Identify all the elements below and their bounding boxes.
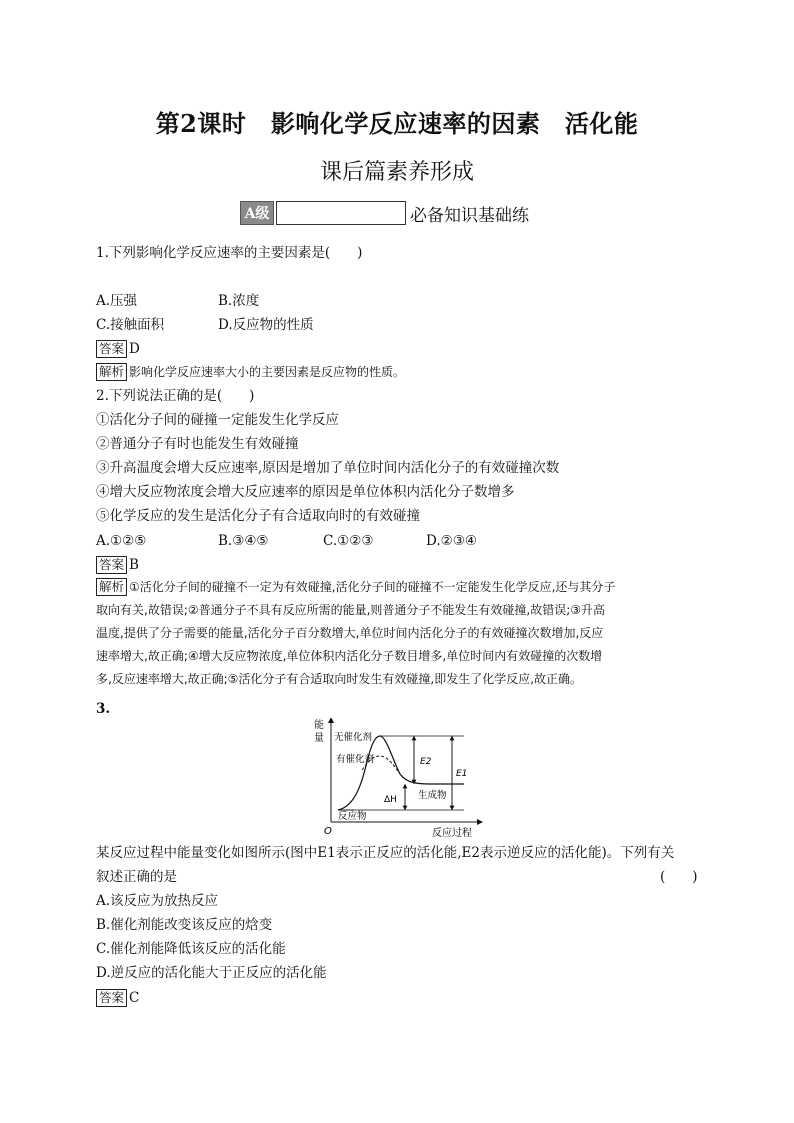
answer-tag: 答案 (96, 989, 127, 1007)
page-title: 第2课时 影响化学反应速率的因素 活化能 (155, 109, 639, 138)
no-catalyst-label: 无催化剂 (334, 732, 373, 743)
y-axis-label: 能 (314, 720, 324, 731)
q3-option-d: D.逆反应的活化能大于正反应的活化能 (96, 965, 327, 981)
dh-label: ΔH (384, 795, 397, 805)
q1-option-a: A.压强 (96, 293, 138, 309)
e2-label: E2 (420, 757, 432, 767)
q2-statement: ②普通分子有时也能发生有效碰撞 (96, 436, 299, 452)
energy-diagram (310, 718, 500, 840)
reactant-label: 反应物 (338, 811, 367, 822)
q2-statement: ①活化分子间的碰撞一定能发生化学反应 (96, 412, 339, 428)
level-badge: A级 (240, 201, 274, 225)
origin-label: O (324, 826, 332, 837)
q2-statement: ⑤化学反应的发生是活化分子有合适取向时的有效碰撞 (96, 508, 420, 524)
q2-analysis (96, 576, 696, 691)
q3-stem-line1: 某反应过程中能量变化如图所示(图中E1表示正反应的活化能,E2表示逆反应的活化能)。下列有关 (96, 845, 675, 861)
q3-answer: C (129, 990, 140, 1006)
q1-option-b: B.浓度 (218, 293, 260, 309)
q2-option-d: D.②③④ (426, 533, 477, 549)
q2-option-b: B.③④⑤ (218, 533, 269, 549)
page-subtitle: 课后篇素养形成 (319, 160, 474, 185)
q2-analysis-line: 温度,提供了分子需要的能量,活化分子百分数增大,单位时间内活化分子的有效碰撞次数增加,反应 (96, 626, 604, 640)
q1-stem: 1.下列影响化学反应速率的主要因素是( ) (96, 245, 363, 261)
q2-answer: B (129, 557, 139, 573)
level-box (276, 201, 406, 225)
y-axis-label: 量 (314, 733, 324, 744)
q3-option-b: B.催化剂能改变该反应的焓变 (96, 917, 273, 933)
q3-option-c: C.催化剂能降低该反应的活化能 (96, 941, 286, 957)
product-label: 生成物 (418, 790, 447, 801)
q1-option-d: D.反应物的性质 (218, 317, 314, 333)
q1-analysis: 影响化学反应速率大小的主要因素是反应物的性质。 (129, 365, 406, 379)
q3-answer-line (96, 987, 139, 1009)
q2-answer-line (96, 554, 139, 576)
q1-answer: D (129, 341, 140, 357)
q3-paren: ( ) (660, 869, 698, 885)
q2-option-a: A.①②⑤ (96, 533, 147, 549)
analysis-tag: 解析 (96, 578, 127, 596)
q2-statement: ④增大反应物浓度会增大反应速率的原因是单位体积内活化分子数增多 (96, 484, 515, 500)
q1-answer-line (96, 338, 140, 360)
q1-analysis-line (96, 361, 405, 383)
answer-tag: 答案 (96, 340, 127, 358)
q2-analysis-line: 多,反应速率增大,故正确;⑤活化分子有合适取向时发生有效碰撞,即发生了化学反应,故正确。 (96, 672, 583, 686)
e1-label: E1 (456, 769, 468, 779)
q3-stem-line2: 叙述正确的是 (96, 869, 177, 885)
level-header (240, 201, 529, 225)
with-catalyst-label: 有催化剂 (336, 754, 375, 765)
q2-analysis-line: 解析 ①活化分子间的碰撞不一定为有效碰撞,活化分子间的碰撞不一定能发生化学反应,还与其分子 (96, 576, 696, 599)
q2-statement: ③升高温度会增大反应速率,原因是增加了单位时间内活化分子的有效碰撞次数 (96, 460, 560, 476)
q1-option-c: C.接触面积 (96, 317, 165, 333)
q2-stem: 2.下列说法正确的是( ) (96, 388, 255, 404)
q2-option-c: C.①②③ (323, 533, 374, 549)
q3-option-a: A.该反应为放热反应 (96, 893, 219, 909)
answer-tag: 答案 (96, 556, 127, 574)
x-axis-label: 反应过程 (432, 828, 472, 839)
analysis-tag: 解析 (96, 363, 127, 381)
q2-analysis-line: 速率增大,故正确;④增大反应物浓度,单位体积内活化分子数目增多,单位时间内有效碰撞的次数增 (96, 649, 603, 663)
level-text: 必备知识基础练 (410, 205, 529, 226)
q2-analysis-line: 取向有关,故错误;②普通分子不具有反应所需的能量,则普通分子不能发生有效碰撞,故错误;③升高 (96, 603, 606, 617)
q3-number: 3. (96, 701, 111, 717)
